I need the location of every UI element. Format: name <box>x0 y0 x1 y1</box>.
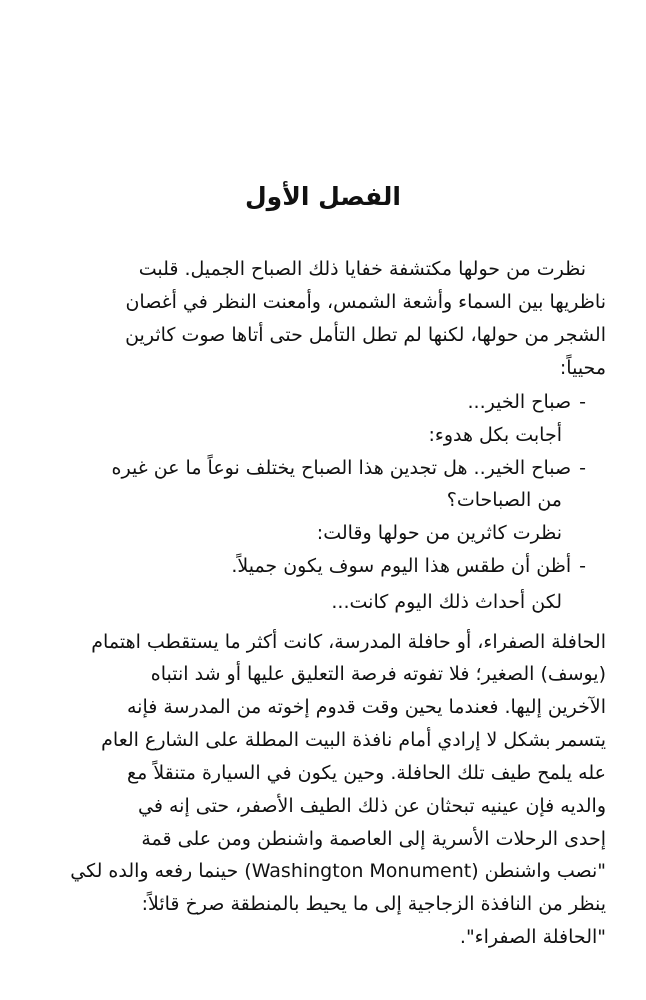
paragraph-line: محيياً: <box>559 357 606 379</box>
paragraph-line: (يوسف) الصغير؛ فلا تفوته فرصة التعليق عليها أو شد انتباه <box>150 663 606 685</box>
paragraph-line: الآخرين إليها. فعندما يحين وقت قدوم إخوته من المدرسة فإنه <box>126 696 606 718</box>
paragraph-line: ينظر من النافذة الزجاجية إلى ما يحيط بالمنطقة صرخ قائلاً: <box>141 893 606 915</box>
dialogue-dash: - <box>579 391 586 413</box>
dialogue-line <box>112 454 586 482</box>
paragraph-line: الحافلة الصفراء، أو حافلة المدرسة، كانت أكثر ما يستقطب اهتمام <box>91 631 606 653</box>
paragraph-line: ناظريها بين السماء وأشعة الشمس، وأمعنت النظر في أغصان <box>125 291 606 313</box>
dialogue-dash: - <box>579 555 586 577</box>
paragraph-line: يتسمر بشكل لا إرادي أمام نافذة البيت المطلة على الشارع العام <box>101 729 606 751</box>
paragraph-line: إحدى الرحلات الأسرية إلى العاصمة واشنطن ومن على قمة <box>141 828 606 850</box>
paragraph-line: "نصب واشنطن (Washington Monument) حينما رفعه والده لكي <box>70 860 606 882</box>
dialogue-continuation: من الصباحات؟ <box>446 489 562 511</box>
dialogue-text: صباح الخير.. هل تجدين هذا الصباح يختلف نوعاً ما عن غيره <box>111 457 572 479</box>
paragraph-line: "الحافلة الصفراء". <box>459 926 606 948</box>
narration-line: أجابت بكل هدوء: <box>428 424 562 446</box>
paragraph-line: والديه فإن عينيه تبحثان عن ذلك الطيف الأصفر، حتى إنه في <box>138 795 606 817</box>
paragraph-line: نظرت من حولها مكتشفة خفايا ذلك الصباح الجميل. قلبت <box>138 258 586 280</box>
dialogue-line <box>468 388 587 416</box>
dialogue-text: أظن أن طقس هذا اليوم سوف يكون جميلاً. <box>231 555 572 577</box>
chapter-title: الفصل الأول <box>244 182 402 211</box>
dialogue-line <box>231 552 586 580</box>
paragraph-line: عله يلمح طيف تلك الحافلة. وحين يكون في السيارة متنقلاً مع <box>126 762 606 784</box>
paragraph-line: الشجر من حولها، لكنها لم تطل التأمل حتى أتاها صوت كاثرين <box>125 324 606 346</box>
narration-line: نظرت كاثرين من حولها وقالت: <box>316 522 562 544</box>
dialogue-dash: - <box>579 457 586 479</box>
dialogue-text: صباح الخير... <box>467 391 572 413</box>
narration-line: لكن أحداث ذلك اليوم كانت... <box>331 591 562 613</box>
